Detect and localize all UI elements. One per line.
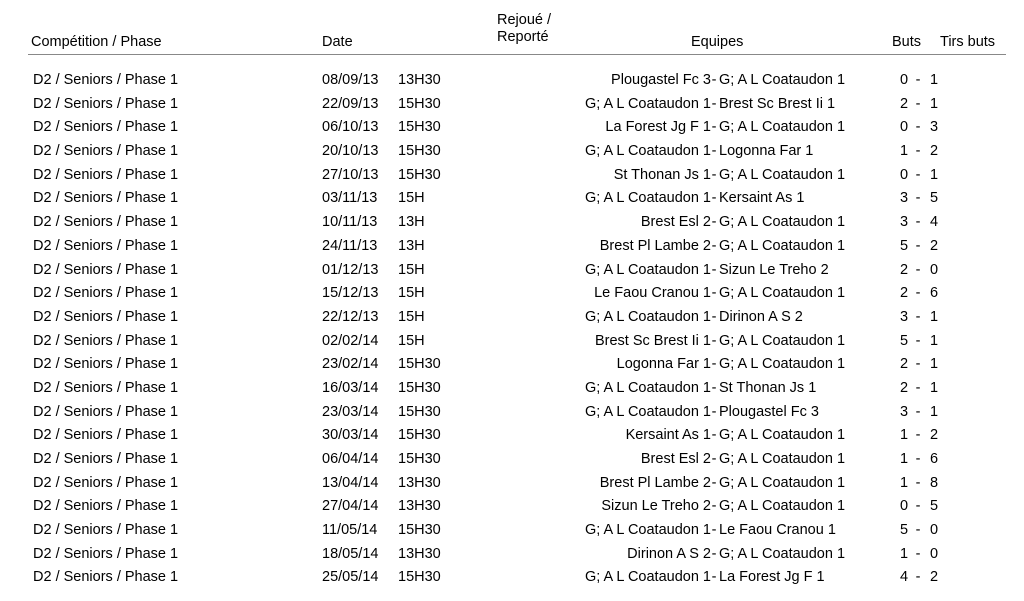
date-cell: 01/12/13 (322, 261, 379, 278)
home-team-cell: Sizun Le Treho 2 (601, 498, 711, 515)
away-score-cell: 2 (929, 569, 939, 586)
score-separator: - (915, 72, 921, 88)
competition-cell: D2 / Seniors / Phase 1 (33, 332, 179, 349)
home-score-cell: 5 (899, 522, 909, 539)
competition-cell: D2 / Seniors / Phase 1 (33, 285, 179, 302)
team-separator: - (711, 166, 717, 183)
team-separator: - (711, 332, 717, 349)
away-team-cell: G; A L Coataudon 1 (719, 214, 846, 231)
team-separator: - (711, 72, 717, 88)
date-cell: 15/12/13 (322, 285, 379, 302)
away-score-cell: 1 (929, 403, 939, 420)
time-cell: 15H30 (398, 569, 441, 586)
time-cell: 15H (398, 285, 425, 302)
away-score-cell: 0 (929, 522, 939, 539)
date-cell: 25/05/14 (322, 569, 379, 586)
table-row (0, 306, 1024, 330)
away-score-cell: 2 (929, 237, 939, 254)
home-team-cell: G; A L Coataudon 1 (584, 403, 711, 420)
score-separator: - (915, 119, 921, 136)
competition-cell: D2 / Seniors / Phase 1 (33, 143, 179, 160)
away-score-cell: 4 (929, 214, 939, 231)
table-row (0, 330, 1024, 354)
competition-cell: D2 / Seniors / Phase 1 (33, 356, 179, 373)
away-team-cell: G; A L Coataudon 1 (719, 474, 846, 491)
time-cell: 13H (398, 214, 425, 231)
away-team-cell: G; A L Coataudon 1 (719, 72, 846, 88)
away-team-cell: St Thonan Js 1 (719, 379, 817, 396)
score-separator: - (915, 190, 921, 207)
competition-cell: D2 / Seniors / Phase 1 (33, 119, 179, 136)
header-rejoue-line2: Reporté (497, 29, 549, 45)
competition-cell: D2 / Seniors / Phase 1 (33, 474, 179, 491)
home-score-cell: 3 (899, 214, 909, 231)
date-cell: 30/03/14 (322, 427, 379, 444)
competition-cell: D2 / Seniors / Phase 1 (33, 308, 179, 325)
time-cell: 13H30 (398, 72, 441, 88)
away-score-cell: 5 (929, 190, 939, 207)
team-separator: - (711, 261, 717, 278)
table-row (0, 93, 1024, 117)
home-score-cell: 1 (899, 427, 909, 444)
table-row (0, 519, 1024, 543)
team-separator: - (711, 522, 717, 539)
time-cell: 15H30 (398, 143, 441, 160)
away-score-cell: 8 (929, 474, 939, 491)
competition-cell: D2 / Seniors / Phase 1 (33, 403, 179, 420)
home-team-cell: G; A L Coataudon 1 (584, 569, 711, 586)
time-cell: 15H30 (398, 356, 441, 373)
team-separator: - (711, 143, 717, 160)
home-team-cell: St Thonan Js 1 (613, 166, 711, 183)
home-score-cell: 1 (899, 143, 909, 160)
score-separator: - (915, 308, 921, 325)
away-score-cell: 1 (929, 332, 939, 349)
away-team-cell: G; A L Coataudon 1 (719, 545, 846, 562)
away-team-cell: G; A L Coataudon 1 (719, 427, 846, 444)
team-separator: - (711, 190, 717, 207)
away-team-cell: Sizun Le Treho 2 (719, 261, 829, 278)
home-score-cell: 0 (899, 119, 909, 136)
time-cell: 15H (398, 332, 425, 349)
away-team-cell: G; A L Coataudon 1 (719, 451, 846, 467)
time-cell: 15H (398, 308, 425, 325)
away-score-cell: 1 (929, 72, 939, 88)
home-team-cell: La Forest Jg F 1 (605, 119, 711, 136)
date-cell: 03/11/13 (322, 190, 378, 207)
home-team-cell: Kersaint As 1 (625, 427, 711, 444)
score-separator: - (915, 214, 921, 231)
away-team-cell: Plougastel Fc 3 (719, 403, 819, 420)
table-row (0, 259, 1024, 283)
competition-cell: D2 / Seniors / Phase 1 (33, 498, 179, 515)
home-score-cell: 5 (899, 237, 909, 254)
header-equipes: Equipes (691, 34, 744, 50)
team-separator: - (711, 379, 717, 396)
home-team-cell: Logonna Far 1 (616, 356, 711, 373)
time-cell: 15H30 (398, 427, 441, 444)
score-separator: - (915, 451, 921, 467)
table-row (0, 353, 1024, 377)
away-team-cell: G; A L Coataudon 1 (719, 356, 846, 373)
table-row (0, 140, 1024, 164)
home-score-cell: 1 (899, 474, 909, 491)
home-team-cell: G; A L Coataudon 1 (584, 261, 711, 278)
home-score-cell: 0 (899, 72, 909, 88)
team-separator: - (711, 214, 717, 231)
home-score-cell: 2 (899, 261, 909, 278)
competition-cell: D2 / Seniors / Phase 1 (33, 569, 179, 586)
away-team-cell: G; A L Coataudon 1 (719, 285, 846, 302)
away-team-cell: Kersaint As 1 (719, 190, 805, 207)
table-row (0, 424, 1024, 448)
home-score-cell: 2 (899, 95, 909, 112)
score-separator: - (915, 166, 921, 183)
score-separator: - (915, 427, 921, 444)
date-cell: 08/09/13 (322, 72, 379, 88)
table-row (0, 211, 1024, 235)
team-separator: - (711, 356, 717, 373)
date-cell: 06/10/13 (322, 119, 379, 136)
home-team-cell: Le Faou Cranou 1 (594, 285, 711, 302)
home-team-cell: G; A L Coataudon 1 (584, 522, 711, 539)
date-cell: 20/10/13 (322, 143, 379, 160)
away-score-cell: 5 (929, 498, 939, 515)
home-team-cell: G; A L Coataudon 1 (584, 379, 711, 396)
away-score-cell: 1 (929, 166, 939, 183)
score-separator: - (915, 143, 921, 160)
score-separator: - (915, 569, 921, 586)
score-separator: - (915, 403, 921, 420)
home-team-cell: G; A L Coataudon 1 (584, 190, 711, 207)
home-team-cell: Plougastel Fc 3 (611, 72, 711, 88)
score-separator: - (915, 545, 921, 562)
table-row (0, 377, 1024, 401)
date-cell: 23/02/14 (322, 356, 379, 373)
match-list (0, 69, 1024, 590)
competition-cell: D2 / Seniors / Phase 1 (33, 427, 179, 444)
header-rejoue-line1: Rejoué / (497, 12, 552, 28)
table-row (0, 472, 1024, 496)
score-separator: - (915, 261, 921, 278)
table-row (0, 543, 1024, 567)
competition-cell: D2 / Seniors / Phase 1 (33, 261, 179, 278)
team-separator: - (711, 451, 717, 467)
home-score-cell: 3 (899, 190, 909, 207)
date-cell: 22/09/13 (322, 95, 379, 112)
home-score-cell: 0 (899, 498, 909, 515)
home-score-cell: 2 (899, 356, 909, 373)
away-score-cell: 0 (929, 545, 939, 562)
team-separator: - (711, 498, 717, 515)
home-score-cell: 1 (899, 545, 909, 562)
header-date: Date (322, 34, 353, 50)
score-separator: - (915, 522, 921, 539)
date-cell: 16/03/14 (322, 379, 379, 396)
home-score-cell: 1 (899, 451, 909, 467)
home-score-cell: 4 (899, 569, 909, 586)
team-separator: - (711, 308, 717, 325)
home-team-cell: G; A L Coataudon 1 (584, 308, 711, 325)
away-score-cell: 3 (929, 119, 939, 136)
table-row (0, 235, 1024, 259)
time-cell: 15H (398, 261, 425, 278)
home-score-cell: 2 (899, 379, 909, 396)
away-score-cell: 6 (929, 285, 939, 302)
table-row (0, 566, 1024, 590)
away-team-cell: Le Faou Cranou 1 (719, 522, 836, 539)
date-cell: 11/05/14 (322, 522, 378, 539)
date-cell: 13/04/14 (322, 474, 379, 491)
home-score-cell: 5 (899, 332, 909, 349)
competition-cell: D2 / Seniors / Phase 1 (33, 95, 179, 112)
time-cell: 15H30 (398, 166, 441, 183)
score-separator: - (915, 285, 921, 302)
time-cell: 15H30 (398, 95, 441, 112)
team-separator: - (711, 545, 717, 562)
away-team-cell: Brest Sc Brest Ii 1 (719, 95, 836, 112)
away-team-cell: La Forest Jg F 1 (719, 569, 825, 586)
home-team-cell: Brest Pl Lambe 2 (599, 237, 711, 254)
score-separator: - (915, 474, 921, 491)
table-row (0, 116, 1024, 140)
away-team-cell: Dirinon A S 2 (719, 308, 803, 325)
away-score-cell: 1 (929, 379, 939, 396)
away-score-cell: 2 (929, 427, 939, 444)
away-score-cell: 1 (929, 308, 939, 325)
date-cell: 27/10/13 (322, 166, 379, 183)
table-row (0, 69, 1024, 93)
away-team-cell: G; A L Coataudon 1 (719, 332, 846, 349)
competition-cell: D2 / Seniors / Phase 1 (33, 190, 179, 207)
home-team-cell: Brest Esl 2 (640, 214, 711, 231)
home-score-cell: 0 (899, 166, 909, 183)
team-separator: - (711, 569, 717, 586)
time-cell: 13H30 (398, 498, 441, 515)
home-team-cell: Brest Sc Brest Ii 1 (594, 332, 711, 349)
away-score-cell: 1 (929, 356, 939, 373)
date-cell: 22/12/13 (322, 308, 379, 325)
team-separator: - (711, 119, 717, 136)
date-cell: 10/11/13 (322, 214, 378, 231)
competition-cell: D2 / Seniors / Phase 1 (33, 451, 179, 467)
competition-cell: D2 / Seniors / Phase 1 (33, 214, 179, 231)
header-tirs-buts: Tirs buts (940, 34, 996, 50)
date-cell: 24/11/13 (322, 237, 378, 254)
away-team-cell: G; A L Coataudon 1 (719, 237, 846, 254)
score-separator: - (915, 356, 921, 373)
away-score-cell: 1 (929, 95, 939, 112)
table-row (0, 495, 1024, 519)
team-separator: - (711, 427, 717, 444)
score-separator: - (915, 95, 921, 112)
away-team-cell: G; A L Coataudon 1 (719, 498, 846, 515)
date-cell: 23/03/14 (322, 403, 379, 420)
home-score-cell: 3 (899, 403, 909, 420)
home-score-cell: 3 (899, 308, 909, 325)
header-competition: Compétition / Phase (31, 34, 162, 50)
date-cell: 06/04/14 (322, 451, 379, 467)
away-team-cell: G; A L Coataudon 1 (719, 119, 846, 136)
away-team-cell: Logonna Far 1 (719, 143, 814, 160)
time-cell: 15H30 (398, 119, 441, 136)
competition-cell: D2 / Seniors / Phase 1 (33, 72, 179, 88)
score-separator: - (915, 237, 921, 254)
table-row (0, 187, 1024, 211)
home-team-cell: Brest Esl 2 (640, 451, 711, 467)
home-team-cell: Dirinon A S 2 (627, 545, 711, 562)
away-team-cell: G; A L Coataudon 1 (719, 166, 846, 183)
away-score-cell: 6 (929, 451, 939, 467)
score-separator: - (915, 332, 921, 349)
time-cell: 13H (398, 237, 425, 254)
home-team-cell: G; A L Coataudon 1 (584, 143, 711, 160)
table-row (0, 448, 1024, 472)
competition-cell: D2 / Seniors / Phase 1 (33, 545, 179, 562)
time-cell: 13H30 (398, 474, 441, 491)
header-divider (28, 54, 1006, 55)
home-score-cell: 2 (899, 285, 909, 302)
team-separator: - (711, 474, 717, 491)
date-cell: 18/05/14 (322, 545, 379, 562)
date-cell: 02/02/14 (322, 332, 379, 349)
time-cell: 15H30 (398, 379, 441, 396)
time-cell: 15H30 (398, 403, 441, 420)
home-team-cell: Brest Pl Lambe 2 (599, 474, 711, 491)
date-cell: 27/04/14 (322, 498, 379, 515)
team-separator: - (711, 285, 717, 302)
team-separator: - (711, 95, 717, 112)
time-cell: 15H30 (398, 451, 441, 467)
table-row (0, 282, 1024, 306)
score-separator: - (915, 379, 921, 396)
table-row (0, 164, 1024, 188)
team-separator: - (711, 237, 717, 254)
team-separator: - (711, 403, 717, 420)
competition-cell: D2 / Seniors / Phase 1 (33, 166, 179, 183)
competition-cell: D2 / Seniors / Phase 1 (33, 379, 179, 396)
home-team-cell: G; A L Coataudon 1 (584, 95, 711, 112)
competition-cell: D2 / Seniors / Phase 1 (33, 522, 179, 539)
time-cell: 15H30 (398, 522, 441, 539)
time-cell: 15H (398, 190, 425, 207)
away-score-cell: 2 (929, 143, 939, 160)
competition-cell: D2 / Seniors / Phase 1 (33, 237, 179, 254)
header-buts: Buts (892, 34, 922, 50)
table-row (0, 401, 1024, 425)
time-cell: 13H30 (398, 545, 441, 562)
away-score-cell: 0 (929, 261, 939, 278)
score-separator: - (915, 498, 921, 515)
